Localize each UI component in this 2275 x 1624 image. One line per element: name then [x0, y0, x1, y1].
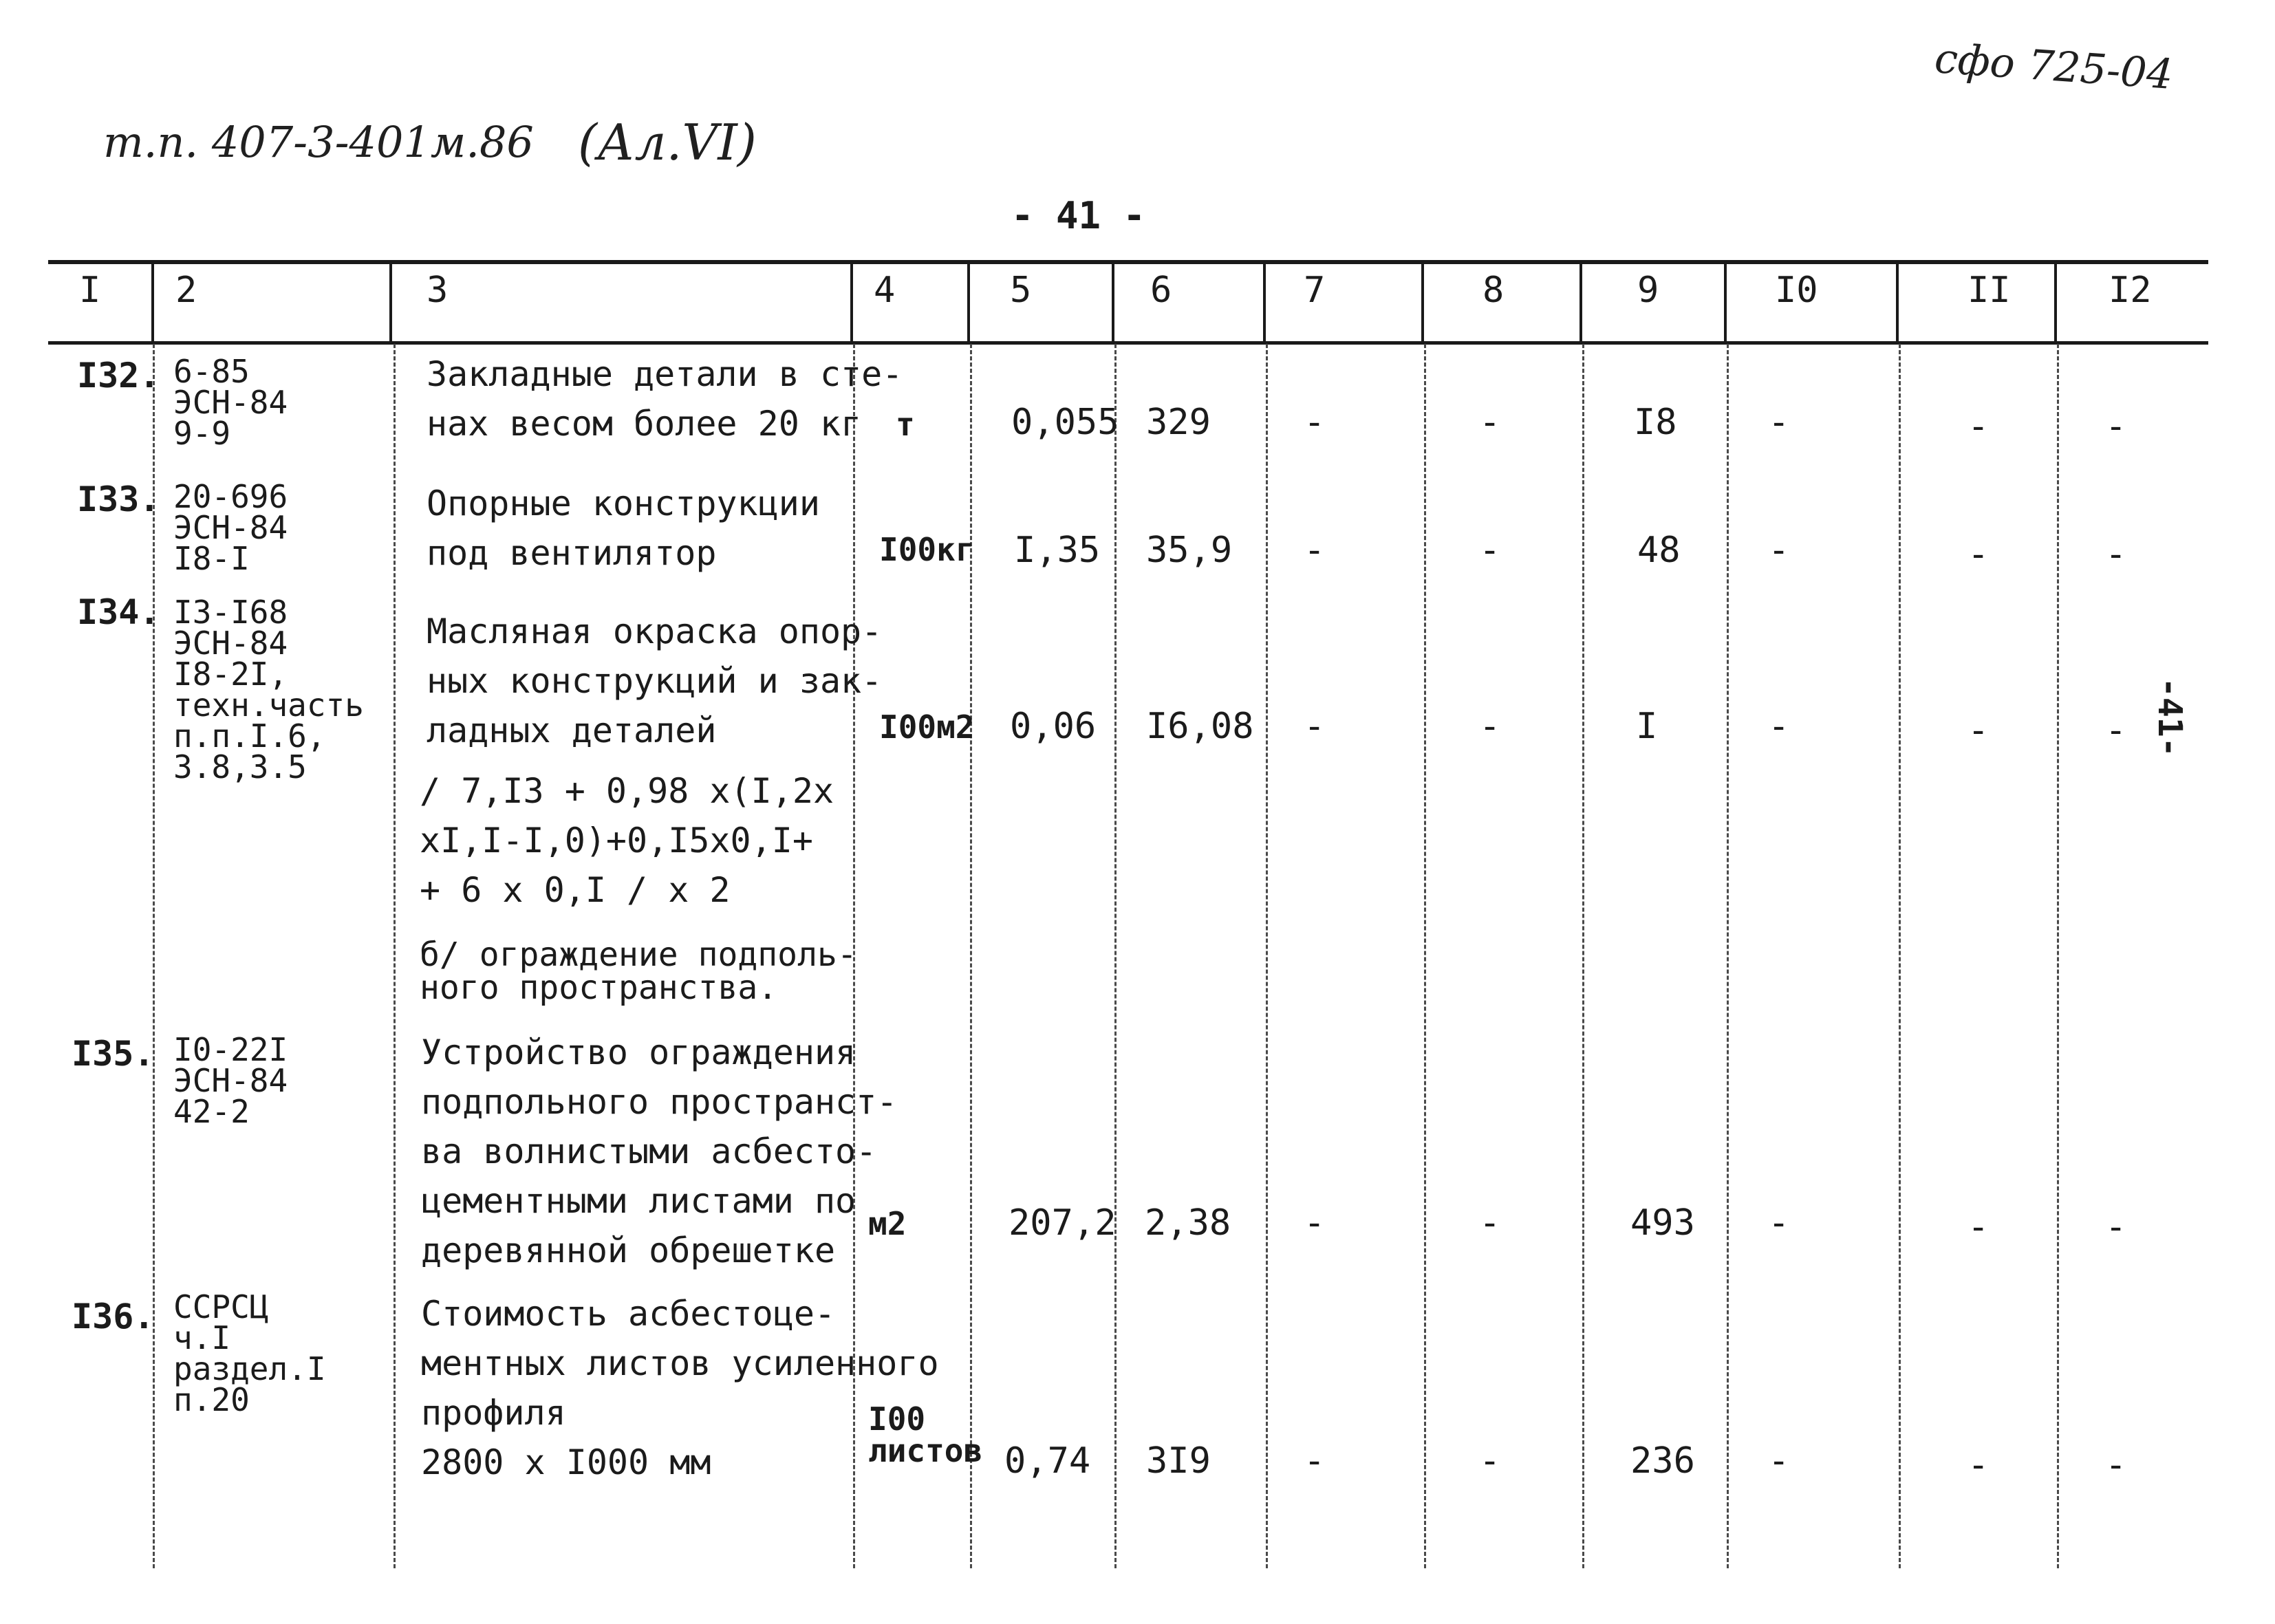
col-11: -: [1967, 710, 1990, 751]
header-divider: [967, 261, 970, 344]
norm-code: I0-22I ЭСН-84 42-2: [173, 1031, 288, 1131]
row-number: I34.: [77, 592, 160, 632]
work-description: Закладные детали в сте- нах весом более 20 кг: [427, 354, 903, 444]
col-9: 48: [1637, 530, 1681, 571]
column-header: 3: [427, 270, 449, 311]
unit: м2: [868, 1205, 907, 1242]
col-12: -: [2105, 1444, 2127, 1486]
header-divider: [1421, 261, 1424, 344]
column-divider: [1582, 344, 1584, 1568]
col-10: -: [1768, 530, 1790, 571]
unit: I00кг: [879, 531, 975, 568]
unit: т: [896, 406, 915, 443]
col-8: -: [1479, 402, 1501, 443]
header-divider: [151, 261, 154, 344]
table-top-rule: [48, 260, 2208, 264]
column-divider: [153, 344, 155, 1568]
col-8: -: [1479, 1202, 1501, 1244]
column-header: 8: [1482, 270, 1505, 311]
col-7: -: [1304, 402, 1326, 443]
unit-price: 2,38: [1145, 1202, 1231, 1244]
col-8: -: [1479, 706, 1501, 747]
column-divider: [1424, 344, 1426, 1568]
column-divider: [1266, 344, 1268, 1568]
quantity: 207,2: [1009, 1202, 1117, 1244]
header-divider: [850, 261, 853, 344]
column-header: 5: [1010, 270, 1032, 311]
calculation-formula: / 7,I3 + 0,98 x(I,2x xI,I-I,0)+0,I5x0,I+ + 6 x 0,I / x 2: [420, 771, 834, 910]
col-11: -: [1967, 406, 1990, 447]
column-header: I: [79, 270, 101, 311]
col-12: -: [2105, 534, 2127, 575]
col-7: -: [1304, 1440, 1326, 1482]
quantity: 0,055: [1011, 402, 1119, 443]
row-number: I32.: [77, 356, 160, 396]
col-8: -: [1479, 530, 1501, 571]
norm-code: I3-I68 ЭСН-84 I8-2I, техн.часть п.п.I.6, 3.8,3.5: [173, 594, 364, 786]
project-reference-handwritten: т.п. 407-3-401м.86: [103, 117, 534, 167]
col-11: -: [1967, 1206, 1990, 1248]
col-8: -: [1479, 1440, 1501, 1482]
norm-code: 6-85 ЭСН-84 9-9: [173, 353, 288, 453]
quantity: 0,74: [1004, 1440, 1091, 1482]
sheet-label-handwritten: (Ал.VI): [578, 113, 757, 171]
row-number: I36.: [72, 1297, 155, 1336]
column-divider: [1899, 344, 1901, 1568]
work-description: Масляная окраска опор- ных конструкций и зак- ладных деталей: [427, 611, 883, 750]
document-code-handwritten: сфо 725-04: [1932, 34, 2175, 100]
column-header: 2: [175, 270, 197, 311]
header-divider: [1112, 261, 1114, 344]
column-header: 6: [1150, 270, 1172, 311]
col-12: -: [2105, 710, 2127, 751]
column-header: 9: [1637, 270, 1659, 311]
header-divider: [2054, 261, 2057, 344]
row-number: I35.: [72, 1034, 155, 1074]
column-divider: [970, 344, 972, 1568]
work-description: Опорные конструкции под вентилятор: [427, 484, 820, 573]
norm-code: ССРСЦ ч.I раздел.I п.20: [173, 1288, 326, 1419]
unit-price: 35,9: [1146, 530, 1233, 571]
unit: I00м2: [879, 708, 975, 746]
unit-price: 329: [1146, 402, 1211, 443]
page-number: - 41 -: [1011, 194, 1146, 237]
col-7: -: [1304, 1202, 1326, 1244]
col-7: -: [1304, 706, 1326, 747]
col-10: -: [1768, 1202, 1790, 1244]
column-header: 7: [1304, 270, 1326, 311]
header-divider: [1579, 261, 1582, 344]
column-header: II: [1967, 270, 2011, 311]
col-9: I: [1636, 706, 1658, 747]
work-description: Устройство ограждения подпольного пространст- ва волнистыми асбесто- цементными листами по деревянной обрешетке: [421, 1032, 898, 1270]
column-header: I2: [2109, 270, 2152, 311]
col-11: -: [1967, 1444, 1990, 1486]
col-10: -: [1768, 402, 1790, 443]
column-divider: [1114, 344, 1117, 1568]
side-page-number: -41-: [2150, 678, 2189, 757]
header-divider: [389, 261, 392, 344]
header-divider: [1896, 261, 1899, 344]
header-divider: [1724, 261, 1727, 344]
column-header: I0: [1775, 270, 1818, 311]
column-header: 4: [874, 270, 896, 311]
col-9: I8: [1634, 402, 1677, 443]
work-description: Стоимость асбестоце- ментных листов усиленного профиля 2800 x I000 мм: [421, 1294, 939, 1482]
quantity: 0,06: [1010, 706, 1097, 747]
unit-price: I6,08: [1146, 706, 1254, 747]
column-divider: [393, 344, 396, 1568]
col-12: -: [2105, 406, 2127, 447]
unit-price: 3I9: [1146, 1440, 1211, 1482]
col-9: 236: [1630, 1440, 1695, 1482]
col-12: -: [2105, 1206, 2127, 1248]
section-note: б/ ограждение подполь- ного пространства.: [420, 935, 857, 1007]
col-7: -: [1304, 530, 1326, 571]
column-divider: [1727, 344, 1729, 1568]
col-10: -: [1768, 706, 1790, 747]
col-9: 493: [1630, 1202, 1695, 1244]
col-10: -: [1768, 1440, 1790, 1482]
table-header-rule: [48, 341, 2208, 345]
quantity: I,35: [1014, 530, 1101, 571]
unit: I00 листов: [868, 1400, 983, 1469]
column-divider: [2057, 344, 2059, 1568]
header-divider: [1263, 261, 1266, 344]
norm-code: 20-696 ЭСН-84 I8-I: [173, 478, 288, 578]
col-11: -: [1967, 534, 1990, 575]
row-number: I33.: [77, 479, 160, 519]
